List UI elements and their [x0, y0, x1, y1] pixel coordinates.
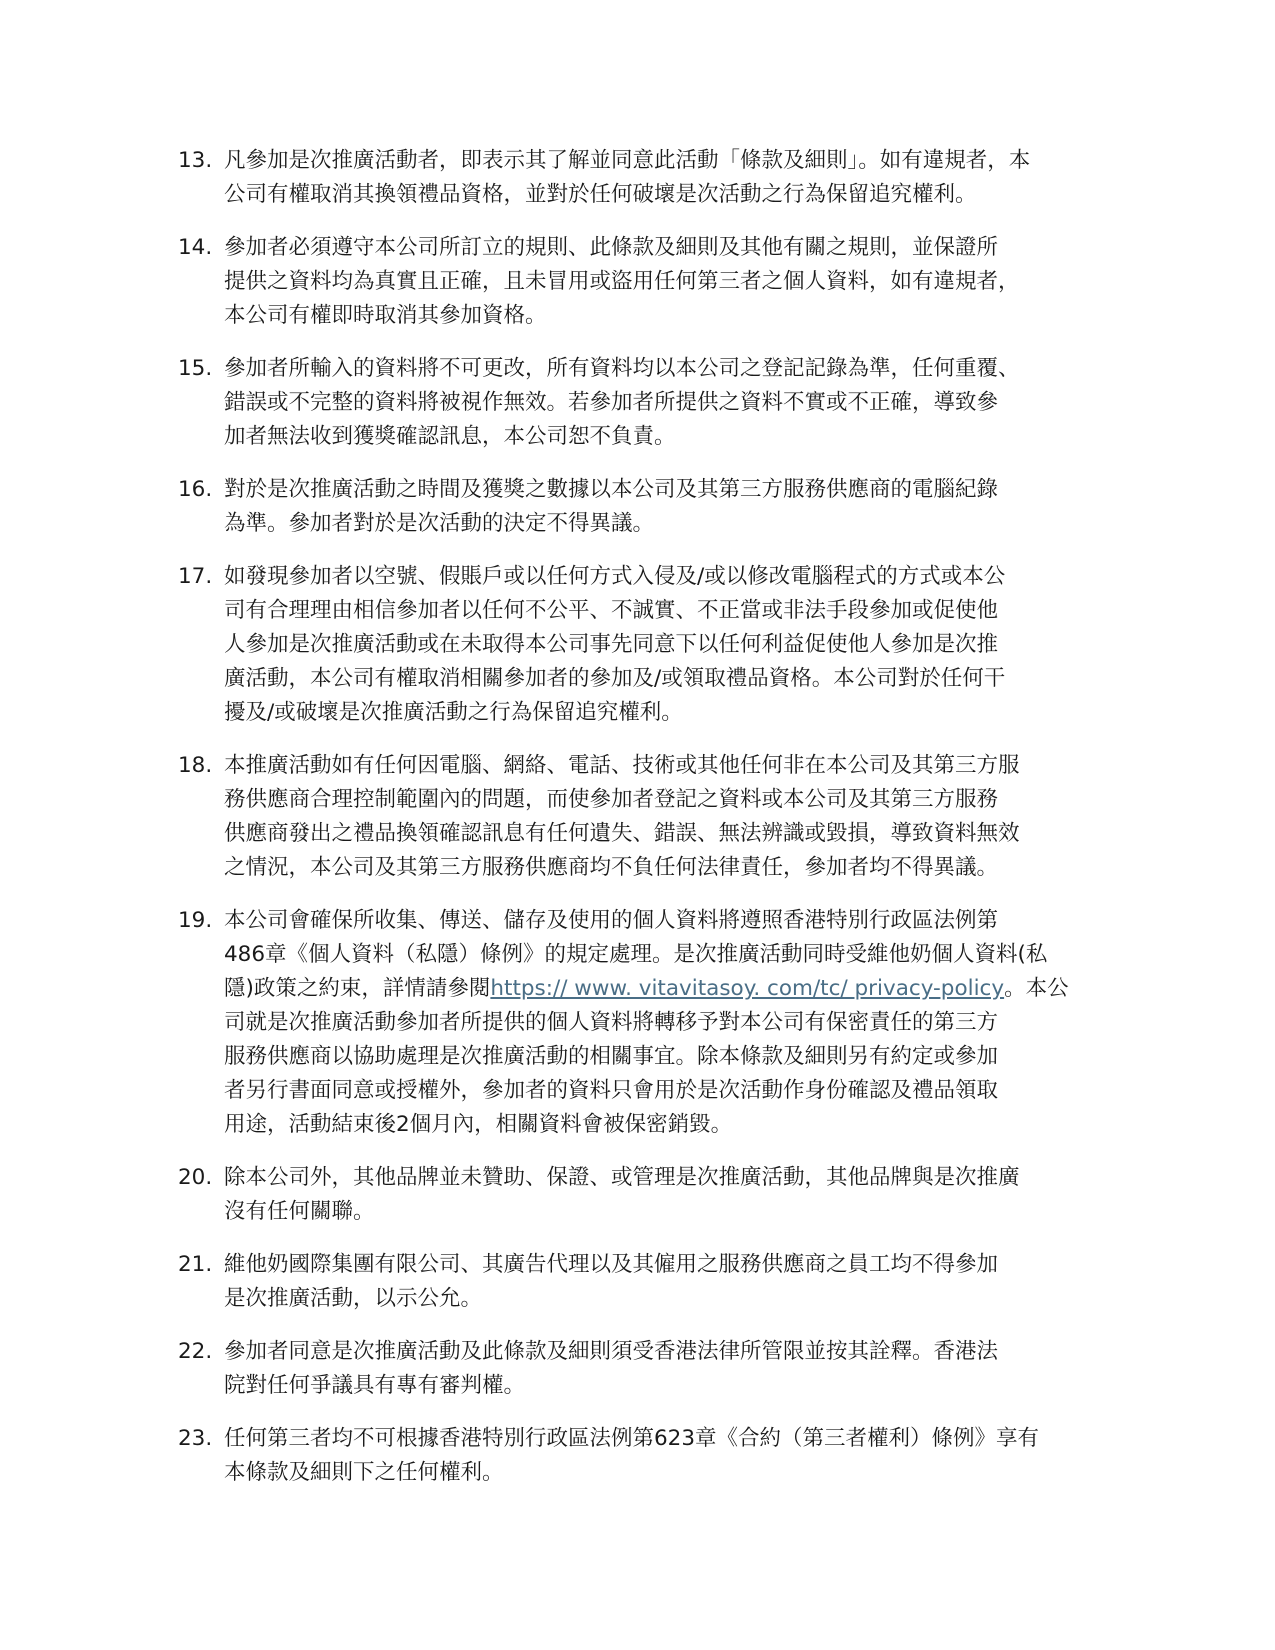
clause-line: 486章《個人資料（私隱）條例》的規定處理。是次推廣活動同時受維他奶個人資料(私 [224, 942, 1048, 967]
clause-20 [178, 1161, 1098, 1229]
clause-text [224, 1422, 1098, 1490]
clause-line: 如發現參加者以空號、假賬戶或以任何方式入侵及/或以修改電腦程式的方式或本公 [224, 564, 1006, 589]
clause-number: 19. [178, 908, 213, 933]
clause-line: 院對任何爭議具有專有審判權。 [224, 1373, 526, 1398]
clause-line: 司就是次推廣活動參加者所提供的個人資料將轉移予對本公司有保密責任的第三方 [224, 1010, 999, 1035]
clause-line: 對於是次推廣活動之時間及獲獎之數據以本公司及其第三方服務供應商的電腦紀錄 [224, 477, 999, 502]
clause-number: 15. [178, 356, 213, 381]
clause-13 [178, 144, 1098, 212]
clause-line-with-link [224, 972, 1098, 1006]
clause-line: 本公司有權即時取消其參加資格。 [224, 303, 547, 328]
clause-22 [178, 1335, 1098, 1403]
clause-line: 本公司會確保所收集、傳送、儲存及使用的個人資料將遵照香港特別行政區法例第 [224, 908, 999, 933]
clause-number: 18. [178, 753, 213, 778]
clause-line: 參加者同意是次推廣活動及此條款及細則須受香港法律所管限並按其詮釋。香港法 [224, 1339, 999, 1364]
clause-line: 任何第三者均不可根據香港特別行政區法例第623章《合約（第三者權利）條例》享有 [224, 1426, 1040, 1451]
link-prefix-text: 隱)政策之約束，詳情請參閱 [224, 976, 491, 1001]
clause-line: 除本公司外，其他品牌並未贊助、保證、或管理是次推廣活動，其他品牌與是次推廣 [224, 1165, 1020, 1190]
clause-number: 16. [178, 477, 213, 502]
clause-text [224, 231, 1098, 333]
clause-line: 服務供應商以協助處理是次推廣活動的相關事宜。除本條款及細則另有約定或參加 [224, 1044, 999, 1069]
clause-line: 凡參加是次推廣活動者，即表示其了解並同意此活動「條款及細則」。如有違規者，本 [224, 148, 1031, 173]
clause-21 [178, 1248, 1098, 1316]
clause-line: 參加者所輸入的資料將不可更改，所有資料均以本公司之登記記錄為準，任何重覆、 [224, 356, 1020, 381]
clause-text [224, 144, 1098, 212]
clause-number: 21. [178, 1252, 213, 1277]
clause-number: 23. [178, 1426, 213, 1451]
clause-text [224, 1335, 1098, 1403]
clause-line: 錯誤或不完整的資料將被視作無效。若參加者所提供之資料不實或不正確，導致參 [224, 390, 999, 415]
clause-line: 本推廣活動如有任何因電腦、網絡、電話、技術或其他任何非在本公司及其第三方服 [224, 753, 1020, 778]
clause-text [224, 749, 1098, 885]
clause-number: 17. [178, 564, 213, 589]
clause-number: 13. [178, 148, 213, 173]
clause-text [224, 560, 1098, 730]
clause-line: 沒有任何關聯。 [224, 1199, 375, 1224]
clause-14 [178, 231, 1098, 333]
clause-text [224, 473, 1098, 541]
clause-line: 提供之資料均為真實且正確，且未冒用或盜用任何第三者之個人資料，如有違規者， [224, 269, 1020, 294]
clause-line: 用途，活動結束後2個月內，相關資料會被保密銷毀。 [224, 1112, 733, 1137]
clause-number: 14. [178, 235, 213, 260]
clause-line: 是次推廣活動，以示公允。 [224, 1286, 483, 1311]
link-suffix-text: 。本公 [1004, 976, 1069, 1001]
clause-19 [178, 904, 1098, 1142]
clause-line: 之情況，本公司及其第三方服務供應商均不負任何法律責任，參加者均不得異議。 [224, 855, 999, 880]
clause-line: 司有合理理由相信參加者以任何不公平、不誠實、不正當或非法手段參加或促使他 [224, 598, 999, 623]
clause-17 [178, 560, 1098, 730]
clause-line: 參加者必須遵守本公司所訂立的規則、此條款及細則及其他有關之規則，並保證所 [224, 235, 999, 260]
clause-line: 擾及/或破壞是次推廣活動之行為保留追究權利。 [224, 700, 683, 725]
clause-line: 本條款及細則下之任何權利。 [224, 1460, 504, 1485]
clause-line: 為準。參加者對於是次活動的決定不得異議。 [224, 511, 655, 536]
clause-number: 22. [178, 1339, 213, 1364]
clause-text [224, 1248, 1098, 1316]
clause-15 [178, 352, 1098, 454]
clause-23 [178, 1422, 1098, 1490]
clause-line: 維他奶國際集團有限公司、其廣告代理以及其僱用之服務供應商之員工均不得參加 [224, 1252, 999, 1277]
clause-text [224, 904, 1098, 1142]
clause-line: 人參加是次推廣活動或在未取得本公司事先同意下以任何利益促使他人參加是次推 [224, 632, 999, 657]
clause-line: 者另行書面同意或授權外，參加者的資料只會用於是次活動作身份確認及禮品領取 [224, 1078, 999, 1103]
clause-line: 供應商發出之禮品換領確認訊息有任何遺失、錯誤、無法辨識或毀損，導致資料無效 [224, 821, 1020, 846]
clause-18 [178, 749, 1098, 885]
clause-line: 務供應商合理控制範圍內的問題，而使參加者登記之資料或本公司及其第三方服務 [224, 787, 999, 812]
privacy-policy-link[interactable]: https:// www. vitavitasoy. com/tc/ privacy-policy [490, 976, 1005, 1001]
clause-line: 加者無法收到獲獎確認訊息，本公司恕不負責。 [224, 424, 676, 449]
clause-line: 公司有權取消其換領禮品資格，並對於任何破壞是次活動之行為保留追究權利。 [224, 182, 977, 207]
terms-clause-list [178, 144, 1098, 1509]
clause-line: 廣活動，本公司有權取消相關參加者的參加及/或領取禮品資格。本公司對於任何干 [224, 666, 1006, 691]
clause-text [224, 1161, 1098, 1229]
clause-text [224, 352, 1098, 454]
clause-16 [178, 473, 1098, 541]
clause-number: 20. [178, 1165, 213, 1190]
